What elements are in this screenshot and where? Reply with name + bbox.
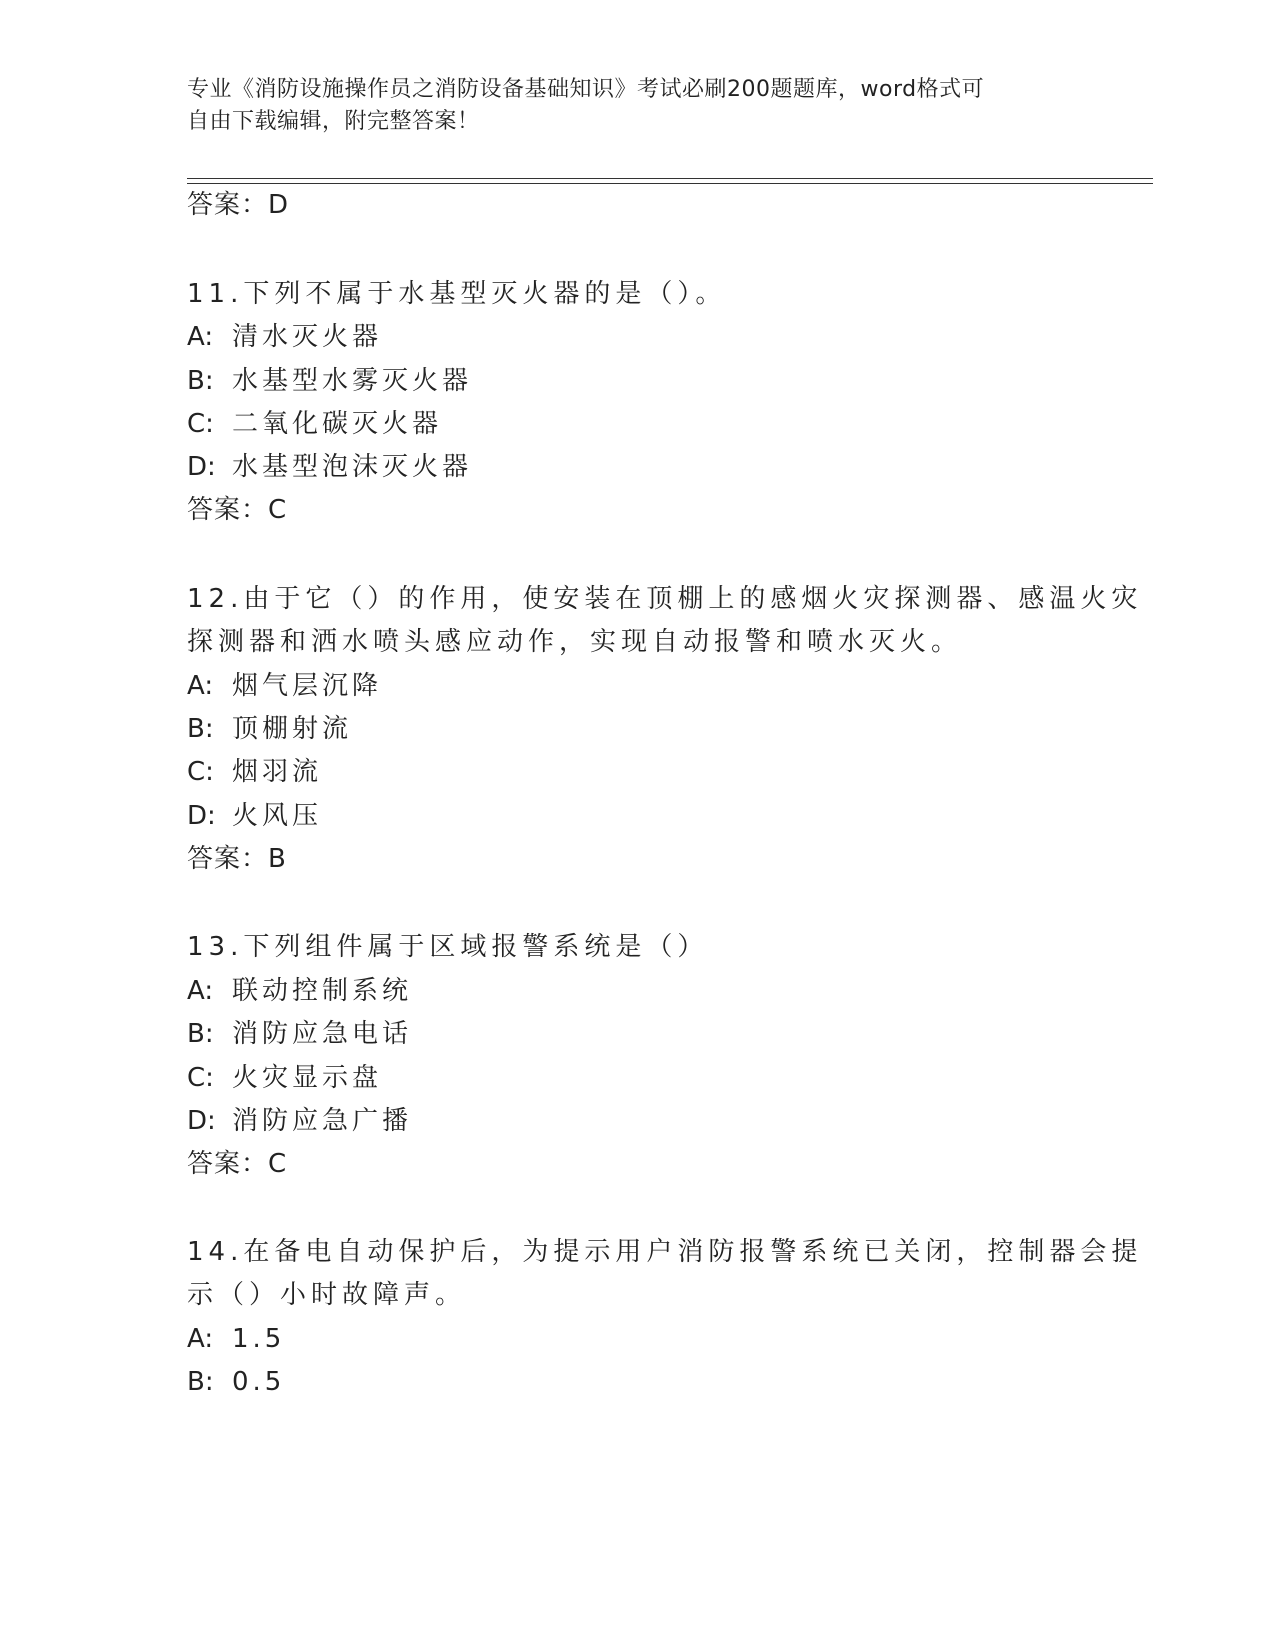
option-text: 消防应急广播 [232,1106,413,1136]
question-12-stem-line-1: 12.由于它（）的作用，使安装在顶棚上的感烟火灾探测器、感温火灾 [187,584,1143,614]
header-divider-top [187,178,1153,179]
question-11-answer: 答案：C [187,495,288,525]
option-label: B: [187,1019,214,1049]
question-14-stem-line-1: 14.在备电自动保护后，为提示用户消防报警系统已关闭，控制器会提 [187,1237,1143,1267]
option-label: B: [187,1367,214,1397]
question-11-option-a [187,321,382,353]
question-13-stem: 13.下列组件属于区域报警系统是（） [187,932,709,962]
question-12-option-b [187,713,352,745]
option-label: A: [187,976,214,1006]
option-text: 联动控制系统 [232,976,413,1006]
option-text: 烟羽流 [232,757,323,787]
question-14-option-a [187,1323,285,1355]
option-label: A: [187,1324,214,1354]
option-text: 火风压 [232,801,323,831]
question-12-option-a [187,670,382,702]
option-label: D: [187,1106,216,1136]
question-13-option-b [187,1018,412,1050]
option-text: 二氧化碳灭火器 [232,409,443,439]
question-13-option-c [187,1062,382,1094]
question-13-option-d [187,1105,412,1137]
option-label: D: [187,452,216,482]
option-label: B: [187,714,214,744]
option-text: 清水灭火器 [232,322,383,352]
question-11-stem: 11.下列不属于水基型灭火器的是（）。 [187,279,727,309]
question-14-option-b [187,1366,285,1398]
header-divider-bottom [187,183,1153,184]
document-header [187,74,1087,138]
option-label: C: [187,757,214,787]
option-label: A: [187,322,214,352]
question-13-option-a [187,975,412,1007]
option-text: 火灾显示盘 [232,1063,383,1093]
question-13-answer: 答案：C [187,1149,288,1179]
option-label: B: [187,366,214,396]
question-12-option-c [187,756,322,788]
option-label: D: [187,801,216,831]
question-11-option-c [187,408,442,440]
option-text: 水基型泡沫灭火器 [232,452,473,482]
question-12-option-d [187,800,322,832]
option-label: C: [187,1063,214,1093]
option-text: 1.5 [232,1324,286,1354]
option-text: 烟气层沉降 [232,671,383,701]
question-11-option-b [187,365,472,397]
question-11-option-d [187,451,472,483]
option-label: A: [187,671,214,701]
option-text: 水基型水雾灭火器 [232,366,473,396]
header-line-2: 自由下载编辑，附完整答案！ [187,109,480,134]
previous-answer: 答案：D [187,190,290,220]
question-12-answer: 答案：B [187,844,287,874]
question-12-stem-line-2: 探测器和洒水喷头感应动作，实现自动报警和喷水灭火。 [187,627,963,657]
header-line-1: 专业《消防设施操作员之消防设备基础知识》考试必刷200题题库，word格式可 [187,77,985,102]
option-label: C: [187,409,214,439]
option-text: 顶棚射流 [232,714,353,744]
question-14-stem-line-2: 示（）小时故障声。 [187,1280,467,1310]
option-text: 0.5 [232,1367,286,1397]
option-text: 消防应急电话 [232,1019,413,1049]
